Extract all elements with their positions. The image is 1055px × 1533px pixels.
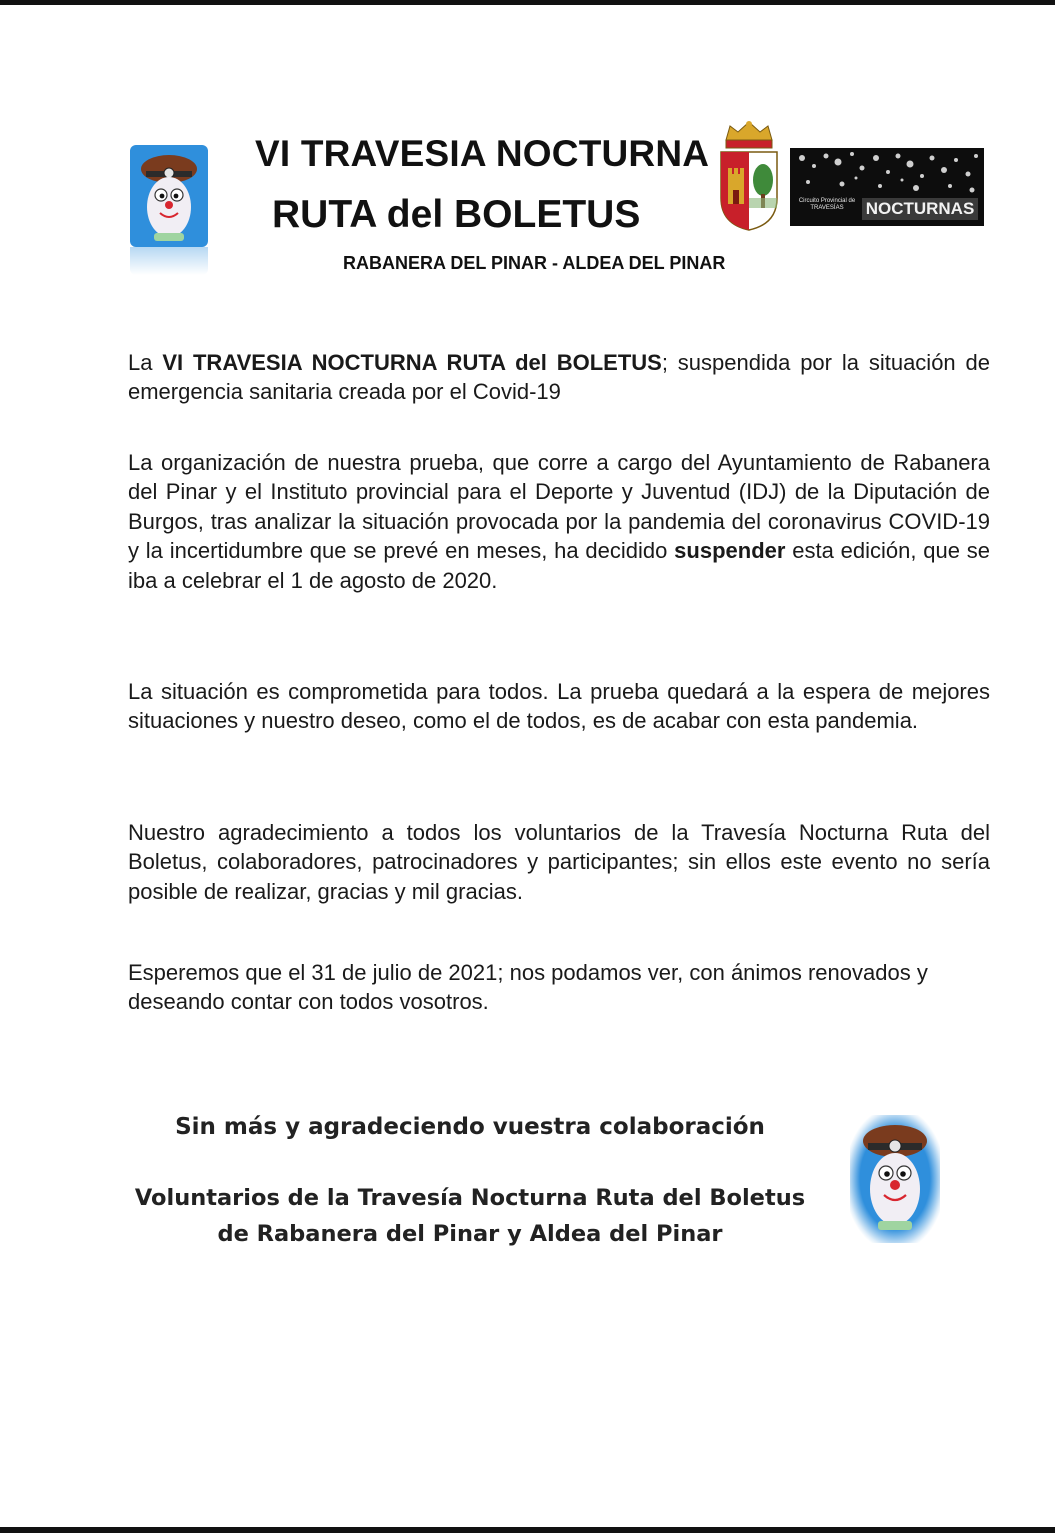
closing-signature-line-1: Voluntarios de la Travesía Nocturna Ruta del Boletus (134, 1185, 806, 1211)
p1-pre: La (128, 350, 163, 375)
town-coat-of-arms (716, 118, 782, 234)
closing-line-1: Sin más y agradeciendo vuestra colaboración (175, 1114, 765, 1140)
top-border (0, 0, 1055, 5)
title-line-2: RUTA del BOLETUS (272, 193, 641, 236)
starry-dots-icon (790, 148, 984, 198)
bottom-border (0, 1527, 1055, 1533)
p1-post: ; suspendida por la situación de emergencia sanitaria creada por el Covid-19 (128, 350, 990, 405)
p1-bold-event-name: VI TRAVESIA NOCTURNA RUTA del BOLETUS (162, 350, 662, 375)
p2-bold-suspender: suspender (674, 538, 786, 564)
nocturnas-circuit-logo (790, 148, 984, 226)
paragraph-suspension (128, 348, 990, 407)
mushroom-mascot-icon (850, 1115, 940, 1243)
title-line-1: VI TRAVESIA NOCTURNA (255, 133, 710, 174)
circuit-big-label: NOCTURNAS (862, 198, 978, 220)
paragraph-next-date: Esperemos que el 31 de julio de 2021; nos podamos ver, con ánimos renovados y deseando contar con todos vosotros. (128, 960, 928, 1015)
boletus-mascot-footer (850, 1115, 940, 1243)
mushroom-mascot-icon (130, 145, 208, 247)
paragraph-organization (128, 448, 990, 595)
p2-pre: La organización de nuestra prueba, que corre a cargo del Ayuntamiento de Rabanera del Pinar y el Instituto provincial para el Deporte y Juventud (IDJ) de la Diputación de Burgos, tras analizar la situación provocada por la pandemia del coronavirus COVID-19 y la incertidumbre que se prevé en meses, ha decidido (128, 450, 990, 564)
mascot-reflection (130, 247, 208, 275)
p2-post: esta edición, que se iba a celebrar el 1 de agosto de 2020. (128, 538, 990, 593)
paragraph-thanks: Nuestro agradecimiento a todos los voluntarios de la Travesía Nocturna Ruta del Boletus, colaboradores, patrocinadores y participantes; sin ellos este evento no sería posible de realizar, gracias y mil gracias. (128, 820, 990, 904)
coat-of-arms-icon (716, 118, 782, 234)
subtitle-locations: RABANERA DEL PINAR - ALDEA DEL PINAR (343, 253, 726, 273)
boletus-mascot-logo (130, 145, 208, 247)
circuit-small-label: Circuito Provincial de TRAVESÍAS (798, 198, 856, 211)
closing-signature-line-2: de Rabanera del Pinar y Aldea del Pinar (217, 1221, 723, 1247)
paragraph-situation: La situación es comprometida para todos. La prueba quedará a la espera de mejores situaciones y nuestro deseo, como el de todos, es de acabar con esta pandemia. (128, 679, 990, 734)
